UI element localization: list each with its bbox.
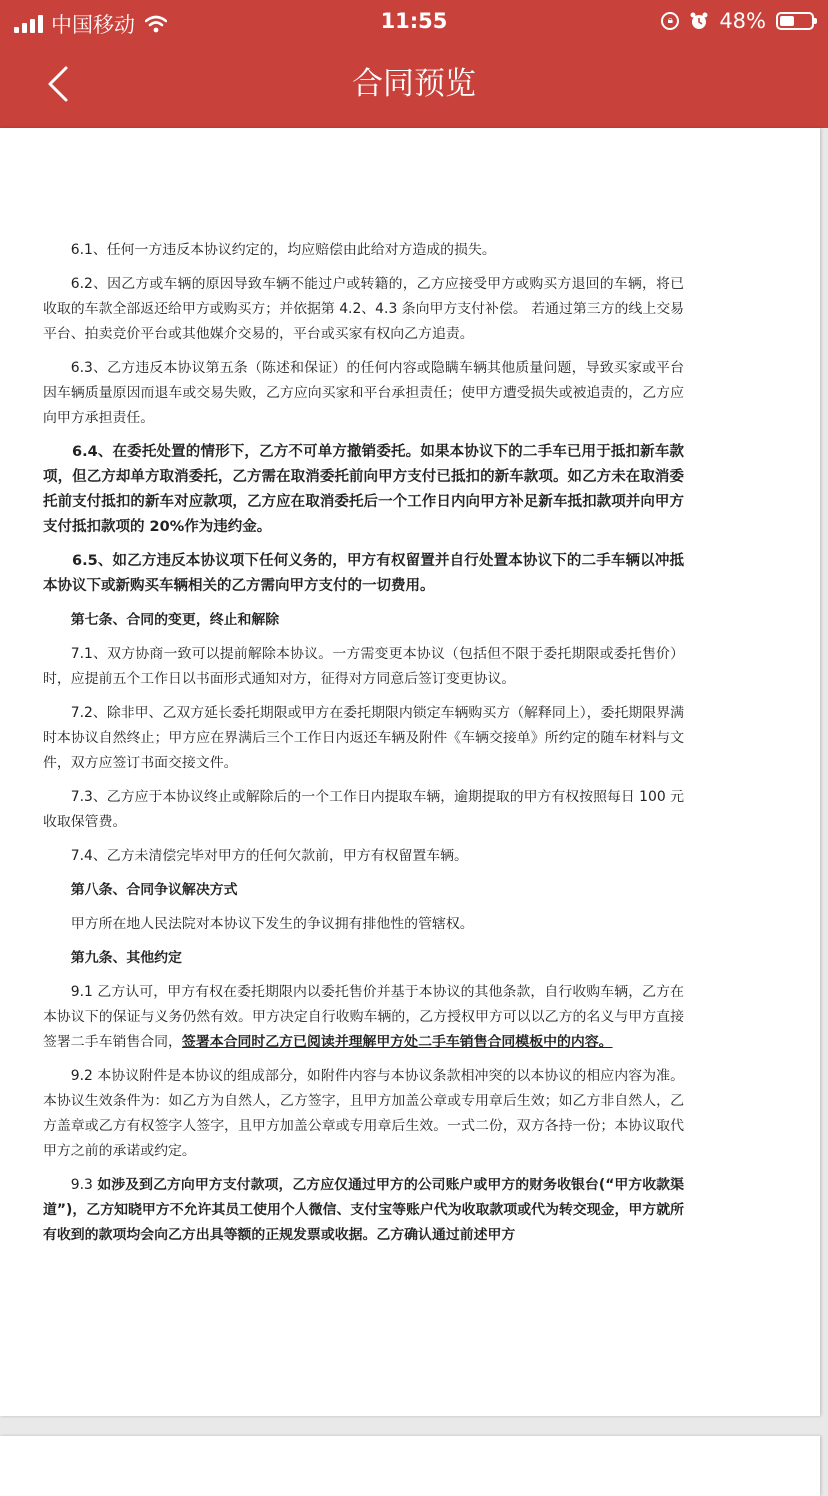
carrier-label: 中国移动 [51,13,135,37]
status-time: 11:55 [380,9,448,33]
next-contract-page [0,1436,820,1496]
battery-fill [780,16,794,26]
page-title: 合同预览 [352,66,476,102]
clause-6-5: 6.5、如乙方违反本协议项下任何义务的，甲方有权留置并自行处置本协议下的二手车辆以冲抵本协议下或新购买车辆相关的乙方需向甲方支付的一切费用。 [43,553,684,594]
status-right [661,9,814,33]
clause-9-1-emphasis: 签署本合同时乙方已阅读并理解甲方处二手车销售合同模板中的内容。 [181,1034,613,1050]
clause-8: 甲方所在地人民法院对本协议下发生的争议拥有排他性的管辖权。 [70,916,474,932]
article-9-heading: 第九条、其他约定 [70,950,182,966]
clause-6-1: 6.1、任何一方违反本协议约定的，均应赔偿由此给对方造成的损失。 [70,242,496,258]
battery-percent: 48% [719,9,766,33]
clause-9-3 [43,1173,684,1248]
contract-page[interactable] [0,128,820,1416]
app-header [0,0,828,128]
clause-6-2: 6.2、因乙方或车辆的原因导致车辆不能过户或转籍的，乙方应接受甲方或购买方退回的车辆，将已收取的车款全部返还给甲方或购买方；并依据第 4.2、4.3 条向甲方支付补偿。 若通过第三方的线上交易平台、拍卖竞价平台或其他媒介交易的，平台或买家有权向乙方追责。 [43,276,684,342]
orientation-lock-icon: 🔒︎ [661,12,679,30]
clause-9-1-text: 9.1 乙方认可，甲方有权在委托期限内以委托售价并基于本协议的其他条款，自行收购车辆，乙方在本协议下的保证与义务仍然有效。甲方决定自行收购车辆的，乙方授权甲方可以以乙方的名义与甲方直接签署二手车销售合同， [43,984,684,1050]
clause-6-3: 6.3、乙方违反本协议第五条（陈述和保证）的任何内容或隐瞒车辆其他质量问题，导致买家或平台因车辆质量原因而退车或交易失败，乙方应向买家和平台承担责任；使甲方遭受损失或被追责的，乙方应向甲方承担责任。 [43,360,684,426]
clause-6-4: 6.4、在委托处置的情形下，乙方不可单方撤销委托。如果本协议下的二手车已用于抵扣新车款项，但乙方却单方取消委托，乙方需在取消委托前向甲方支付已抵扣的新车款项。如乙方未在取消委托前支付抵扣的新车对应款项，乙方应在取消委托后一个工作日内向甲方补足新车抵扣款项并向甲方支付抵扣款项的 20%作为违约金。 [43,444,684,535]
clause-9-2: 9.2 本协议附件是本协议的组成部分，如附件内容与本协议条款相冲突的以本协议的相应内容为准。本协议生效条件为：如乙方为自然人，乙方签字，且甲方加盖公章或专用章后生效；如乙方非自然人，乙方盖章或乙方有权签字人签字，且甲方加盖公章或专用章后生效。一式二份，双方各持一份；本协议取代甲方之前的承诺或约定。 [43,1068,684,1159]
clause-9-3-text: 如涉及到乙方向甲方支付款项，乙方应仅通过甲方的公司账户或甲方的财务收银台(“甲方收款渠道”)，乙方知晓甲方不允许其员工使用个人微信、支付宝等账户代为收取款项或代为转交现金，甲方就所有收到的款项均会向乙方出具等额的正规发票或收据。乙方确认通过前述甲方 [43,1177,684,1243]
article-8-heading: 第八条、合同争议解决方式 [70,882,238,898]
clause-7-3: 7.3、乙方应于本协议终止或解除后的一个工作日内提取车辆，逾期提取的甲方有权按照每日 100 元收取保管费。 [43,789,684,830]
clause-7-1: 7.1、双方协商一致可以提前解除本协议。一方需变更本协议（包括但不限于委托期限或委托售价）时，应提前五个工作日以书面形式通知对方，征得对方同意后签订变更协议。 [43,646,684,687]
alarm-icon [689,11,709,31]
article-7-heading: 第七条、合同的变更，终止和解除 [70,612,280,628]
battery-icon [776,12,814,30]
status-bar [0,0,828,44]
clause-7-4: 7.4、乙方未清偿完毕对甲方的任何欠款前，甲方有权留置车辆。 [70,848,468,864]
clause-9-1 [43,980,684,1055]
clause-7-2: 7.2、除非甲、乙双方延长委托期限或甲方在委托期限内锁定车辆购买方（解释同上），委托期限界满时本协议自然终止；甲方应在界满后三个工作日内返还车辆及附件《车辆交接单》所约定的随车材料与文件，双方应签订书面交接文件。 [43,705,684,771]
clause-9-3-number: 9.3 [70,1177,98,1193]
contract-content [43,238,684,1257]
